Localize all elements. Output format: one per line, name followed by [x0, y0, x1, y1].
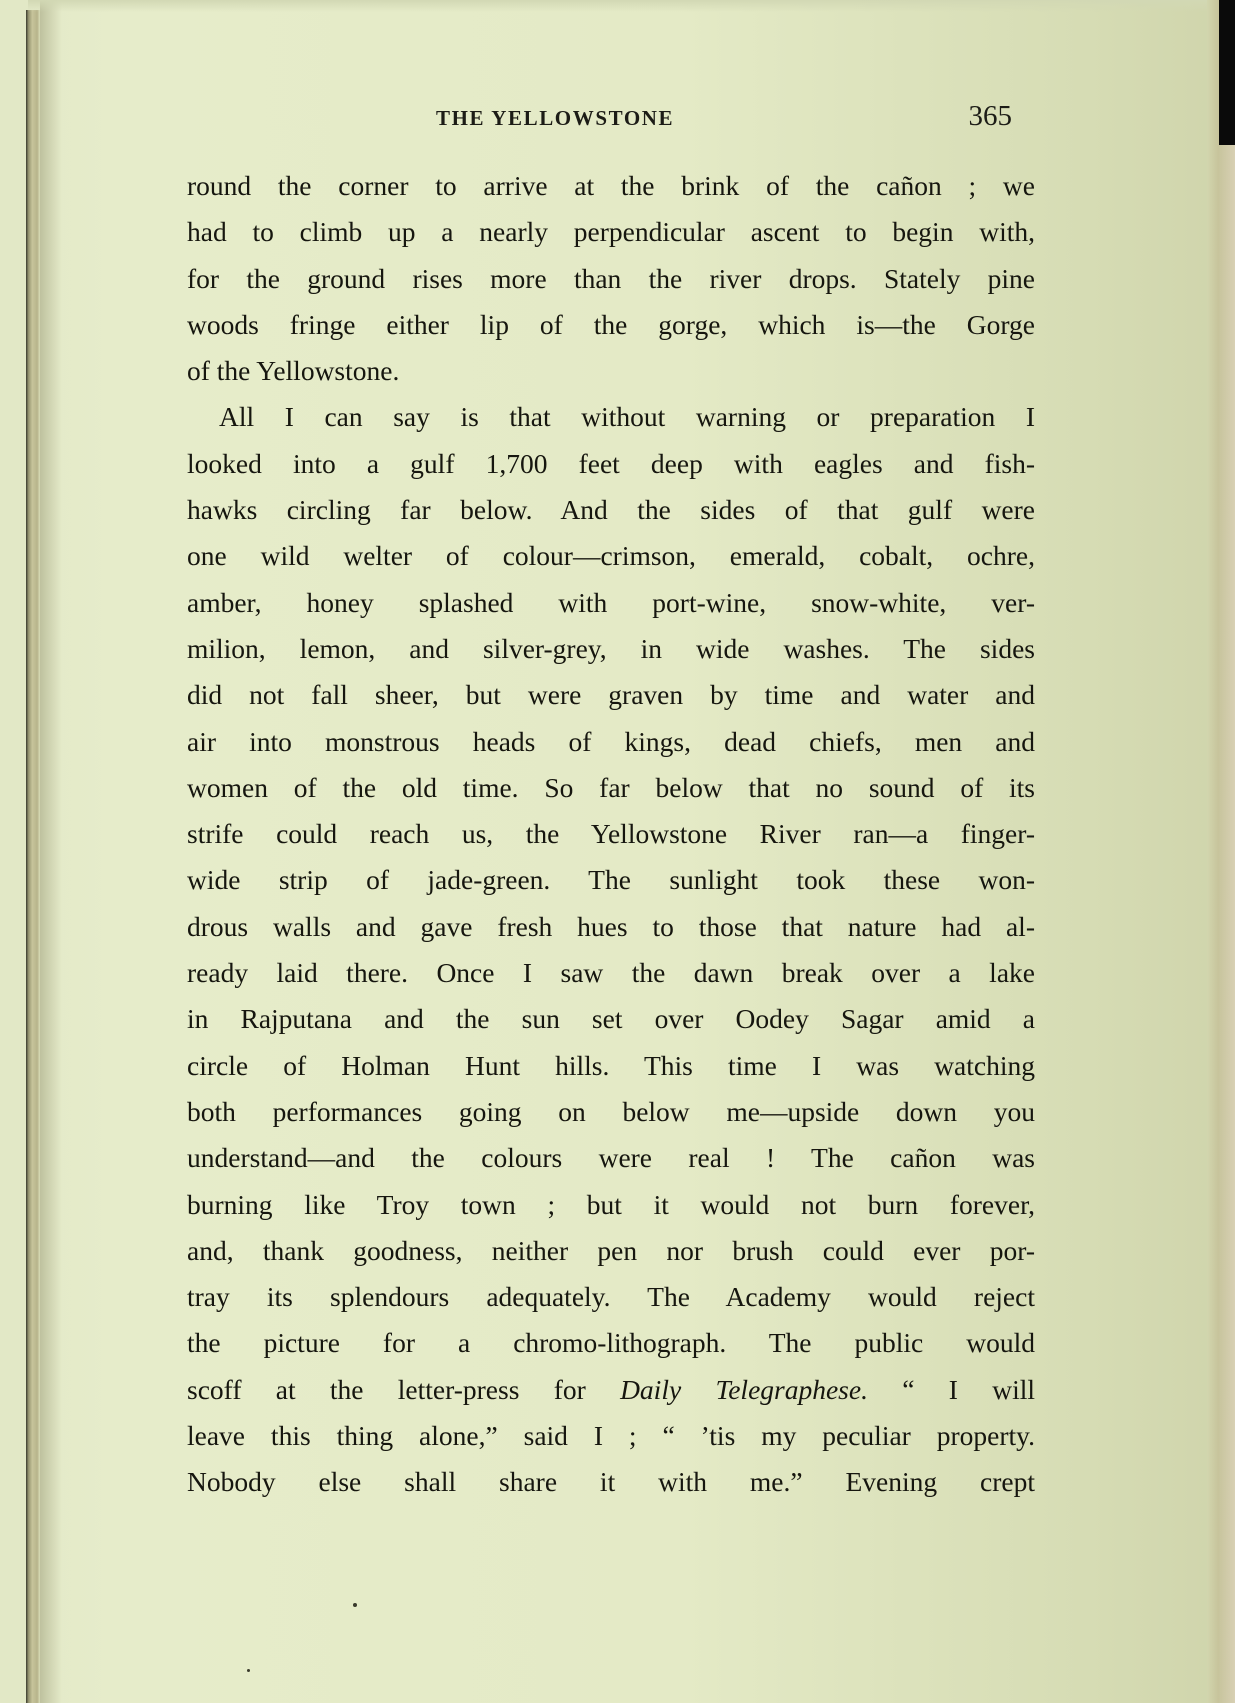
text-line: ready laid there. Once I saw the dawn break over a lake — [187, 957, 1035, 989]
page-header — [436, 100, 1012, 140]
text-line: and, thank goodness, neither pen nor brush could ever por- — [187, 1234, 1035, 1266]
facing-page-edge — [0, 0, 28, 1703]
text-line-with-italic — [187, 1367, 1035, 1413]
page-number: 365 — [968, 100, 1012, 132]
text-line: the picture for a chromo-lithograph. The public would — [187, 1327, 1035, 1359]
text-line: amber, honey splashed with port-wine, snow-white, ver- — [187, 586, 1035, 618]
binding-gutter — [26, 10, 40, 1703]
text-line: women of the old time. So far below that no sound of its — [187, 771, 1035, 803]
text-line: looked into a gulf 1,700 feet deep with eagles and fish- — [187, 447, 1035, 479]
text-line: air into monstrous heads of kings, dead chiefs, men and — [187, 725, 1035, 757]
text-line: understand—and the colours were real ! The cañon was — [187, 1142, 1035, 1174]
top-page-edge — [28, 0, 1208, 12]
paragraph-start-line: All I can say is that without warning or preparation I — [219, 401, 1035, 433]
text-line: wide strip of jade-green. The sunlight took these won- — [187, 864, 1035, 896]
text-line: had to climb up a nearly perpendicular ascent to begin with, — [187, 216, 1035, 248]
running-head: THE YELLOWSTONE — [436, 106, 675, 130]
gutter-shadow — [40, 0, 62, 1703]
text-line: hawks circling far below. And the sides of that gulf were — [187, 494, 1035, 526]
body-text — [187, 163, 1035, 1506]
text-line: did not fall sheer, but were graven by time and water and — [187, 679, 1035, 711]
text-line: circle of Holman Hunt hills. This time I was watching — [187, 1049, 1035, 1081]
text-line: burning like Troy town ; but it would not burn forever, — [187, 1188, 1035, 1220]
text-line: both performances going on below me—upside down you — [187, 1095, 1035, 1127]
italic-title: Daily Telegraphese. — [620, 1373, 868, 1405]
paper-speck — [247, 1669, 250, 1672]
text-line: drous walls and gave fresh hues to those that nature had al- — [187, 910, 1035, 942]
text-line: leave this thing alone,” said I ; “ ’tis my peculiar property. — [187, 1420, 1035, 1452]
text-line: woods fringe either lip of the gorge, which is—the Gorge — [187, 308, 1035, 340]
text-line: strife could reach us, the Yellowstone River ran—a finger- — [187, 818, 1035, 850]
scan-background — [1219, 0, 1235, 145]
paper-speck — [353, 1603, 357, 1607]
text-line: one wild welter of colour—crimson, emerald, cobalt, ochre, — [187, 540, 1035, 572]
right-page-edge — [1207, 0, 1235, 1703]
text-line: in Rajputana and the sun set over Oodey Sagar amid a — [187, 1003, 1035, 1035]
line-text-before-italic: scoff at the letter-press for — [187, 1373, 621, 1405]
text-line: milion, lemon, and silver-grey, in wide washes. The sides — [187, 632, 1035, 664]
text-line: round the corner to arrive at the brink of the cañon ; we — [187, 170, 1035, 201]
line-text-after-italic: “ I will — [867, 1373, 1035, 1405]
text-line: for the ground rises more than the river drops. Stately pine — [187, 262, 1035, 294]
text-line: tray its splendours adequately. The Academy would reject — [187, 1281, 1035, 1313]
text-line: Nobody else shall share it with me.” Evening crept — [187, 1466, 1035, 1498]
text-line: of the Yellowstone. — [187, 355, 400, 387]
